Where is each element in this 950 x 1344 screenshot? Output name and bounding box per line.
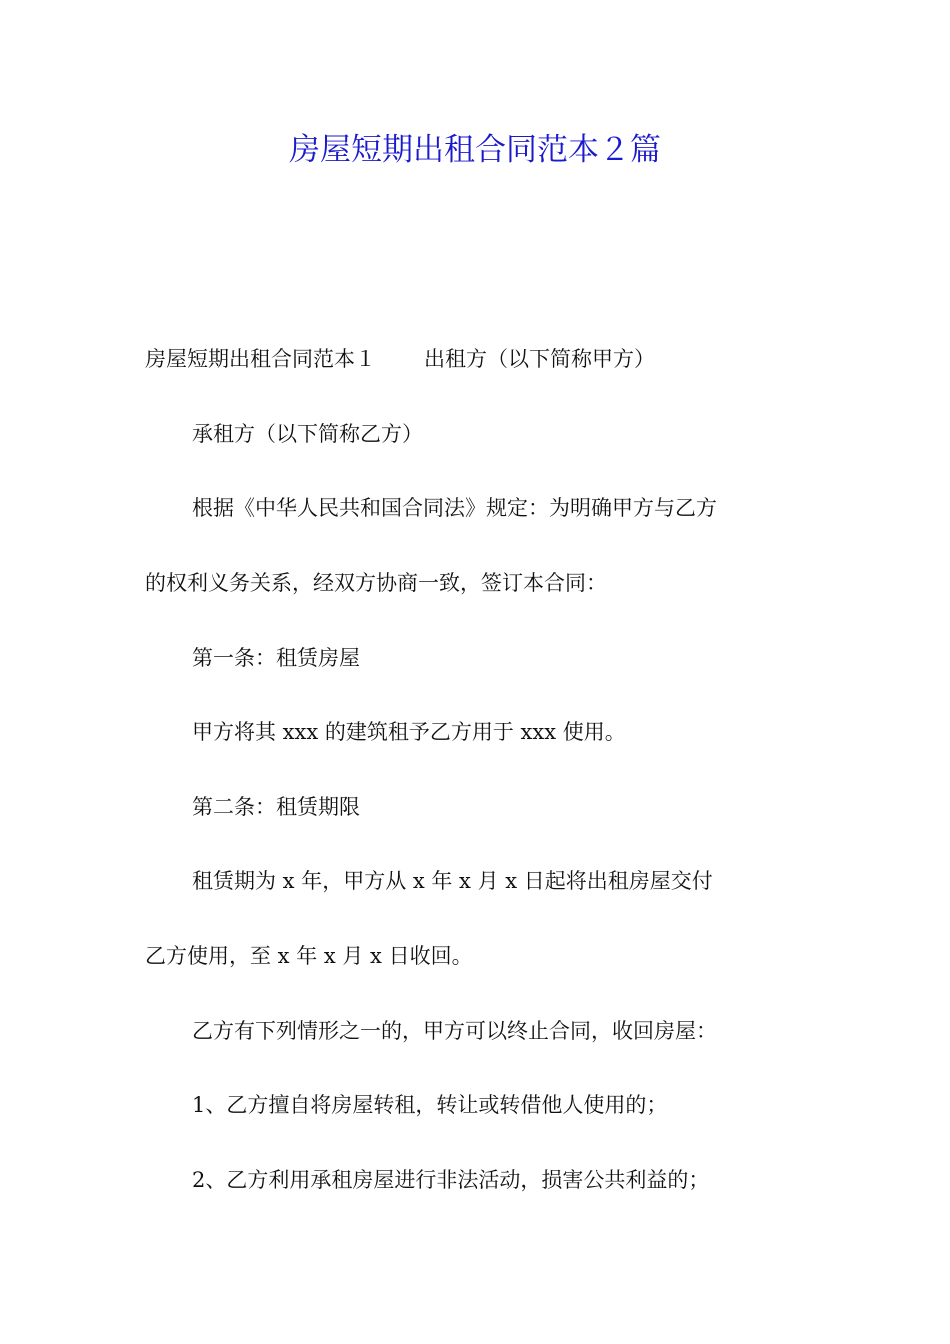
lessor-label: 出租方（以下简称甲方） (424, 347, 655, 371)
paragraph-line-6: 甲方将其 xxx 的建筑租予乙方用于 xxx 使用。 (192, 720, 626, 744)
paragraph-line-11: 1、乙方擅自将房屋转租，转让或转借他人使用的； (192, 1093, 668, 1117)
paragraph-line-7: 第二条：租赁期限 (192, 795, 360, 819)
paragraph-line-8: 租赁期为 x 年，甲方从 x 年 x 月 x 日起将出租房屋交付 (192, 869, 713, 893)
paragraph-line-10: 乙方有下列情形之一的，甲方可以终止合同，收回房屋： (192, 1019, 717, 1043)
paragraph-line-1 (0, 344, 950, 374)
document-title: 房屋短期出租合同范本２篇 (289, 132, 661, 168)
paragraph-line-3: 根据《中华人民共和国合同法》规定：为明确甲方与乙方 (192, 496, 717, 520)
section-heading: 房屋短期出租合同范本１ (145, 347, 376, 371)
paragraph-line-12: 2、乙方利用承租房屋进行非法活动，损害公共利益的； (192, 1168, 710, 1192)
paragraph-line-2: 承租方（以下简称乙方） (192, 422, 423, 446)
paragraph-line-5: 第一条：租赁房屋 (192, 646, 360, 670)
paragraph-line-4: 的权利义务关系，经双方协商一致，签订本合同： (145, 571, 607, 595)
paragraph-line-9: 乙方使用，至 x 年 x 月 x 日收回。 (145, 944, 473, 968)
